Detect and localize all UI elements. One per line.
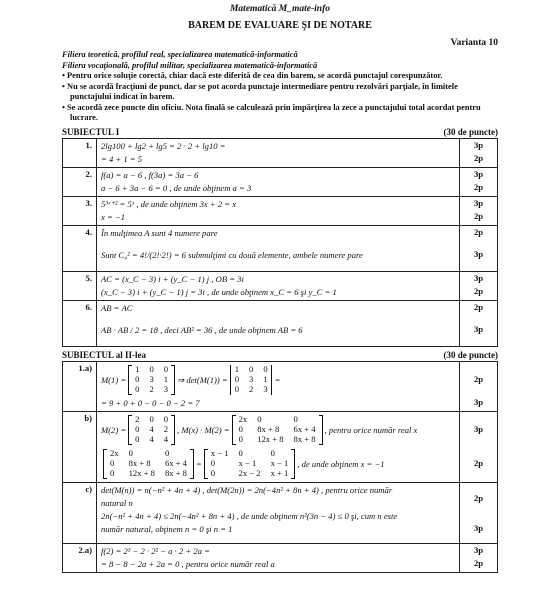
table-row (63, 226, 498, 272)
matrix-cell: 2x (110, 448, 119, 459)
points-value: 3p (473, 522, 484, 533)
matrix-cell: 0 (149, 364, 154, 375)
points-value: 3p (473, 423, 484, 434)
item-points (460, 544, 498, 573)
solution-line: AC = (x_C − 3) i + (y_C − 1) j , OB = 3i (101, 274, 244, 285)
item-content (97, 301, 460, 347)
table-row (63, 362, 498, 412)
matrix-grid (132, 415, 171, 445)
matrix-grid (107, 449, 190, 479)
filiera-line-1: Filiera teoretică, profilul real, specializarea matematică-informatică (62, 50, 298, 60)
solution-line: AB · AB / 2 = 18 , deci AB² = 36 , de unde obţinem AB = 6 (101, 324, 303, 335)
points-value: 3p (473, 248, 484, 259)
matrix-cell: 0 (163, 414, 169, 425)
subject1-title: SUBIECTUL I (62, 126, 120, 137)
item-number: 4. (63, 226, 97, 272)
matrix-cell: 12x + 8 (128, 468, 155, 479)
matrix-cell: 1 (234, 364, 240, 375)
solution-line (101, 413, 455, 447)
item-number: 3. (63, 197, 97, 226)
matrix-grid (208, 449, 292, 479)
matrix-cell: 0 (234, 384, 240, 395)
matrix-prefix: M(2) = (101, 424, 127, 435)
determinant-grid (232, 365, 271, 395)
matrix-cell: 1 (263, 374, 268, 385)
subject2-points: (30 de puncte) (443, 350, 498, 360)
instruction-bullet-1: • Pentru orice soluţie corectă, chiar dacă este diferită de cea din barem, se acordă punctajul corespunzător. (62, 71, 443, 81)
subject1-header (62, 127, 498, 138)
solution-line (101, 363, 455, 397)
matrix-cell: x − 1 (238, 458, 257, 469)
matrix-cell: 0 (263, 364, 268, 375)
matrix-cell: 0 (135, 424, 140, 435)
item-content (97, 272, 460, 301)
matrix-cell: 0 (110, 468, 115, 479)
matrix-cell: 2x − 2 (238, 468, 261, 479)
points-value: 3p (473, 545, 484, 556)
matrix-cell: x − 1 (270, 458, 289, 469)
matrix-cell: 0 (210, 458, 216, 469)
item-content (97, 362, 460, 412)
points-value: 2p (473, 153, 484, 164)
matrix-cell: 0 (135, 384, 140, 395)
matrix-cell: 2x (238, 414, 248, 425)
matrix-cell: 4 (149, 434, 154, 445)
subject2-table (62, 361, 498, 573)
line-suffix: , de unde obţinem x = −1 (297, 458, 385, 469)
matrix-right (204, 449, 296, 479)
solution-line: 2n(−n² + 4n + 4) ≤ 2n(−4n² + 8n + 4) , de unde obţinem n²(3n − 4) ≤ 0 şi, cum n este (101, 511, 398, 522)
matrix-cell: x − 1 (210, 448, 229, 459)
points-value: 3p (473, 140, 484, 151)
determinant-m1 (230, 365, 273, 395)
item-number: 2. (63, 168, 97, 197)
matrix-cell: 3 (263, 384, 268, 395)
equals-sign: = (195, 458, 202, 469)
product-text: , M(x) · M(2) = (177, 424, 230, 435)
subject-title: Matematică M_mate-info (229, 4, 330, 14)
points-value: 3p (473, 323, 484, 334)
matrix-cell: 8x + 8 (257, 424, 280, 435)
matrix-cell: 0 (135, 434, 140, 445)
matrix-cell: 0 (135, 374, 140, 385)
table-row (63, 139, 498, 168)
solution-line: = 4 + 1 = 5 (101, 154, 143, 165)
item-content (97, 168, 460, 197)
solution-line: 2lg100 + lg2 + lg5 = 2 · 2 + lg10 = (101, 141, 226, 152)
subject1-table (62, 138, 498, 347)
filiera-line-2: Filiera vocaţională, profilul militar, specializarea matematică-informatică (62, 60, 318, 70)
points-value: 2p (473, 227, 484, 238)
item-number: b) (63, 412, 97, 483)
matrix-cell: 0 (164, 448, 170, 459)
matrix-cell: 0 (293, 414, 298, 425)
item-points (460, 272, 498, 301)
solution-line: = 9 + 0 + 0 − 0 − 0 − 2 = 7 (101, 398, 200, 409)
solution-line: = 8 − 8 − 2a + 2a = 0 , pentru orice număr real a (101, 559, 275, 570)
matrix-cell: 3 (149, 374, 154, 385)
matrix-cell: 3 (249, 374, 254, 385)
solution-line: f(2) = 2³ − 2 · 2² − a · 2 + 2a = (101, 546, 210, 557)
instruction-bullet-2: • Nu se acordă fracţiuni de punct, dar se pot acorda punctaje intermediare pentru rezolvări parţiale, în limitele punctajului indicat în barem. (62, 81, 458, 102)
solution-line: (x_C − 3) i + (y_C − 1) j = 3i , de unde obţinem x_C = 6 şi y_C = 1 (101, 287, 337, 298)
solution-line: În mulţimea A sunt 4 numere pare (101, 228, 218, 239)
solution-line: x = −1 (101, 212, 126, 223)
item-content (97, 483, 460, 544)
item-points (460, 139, 498, 168)
points-value: 3p (473, 397, 484, 408)
solution-line: a − 6 + 3a − 6 = 0 , de unde obţinem a = 3 (101, 183, 252, 194)
table-row (63, 197, 498, 226)
matrix-cell: 8x + 8 (164, 468, 187, 479)
matrix-cell: 12x + 8 (257, 434, 284, 445)
table-row (63, 544, 498, 573)
points-value: 2p (473, 492, 484, 503)
subject2-title: SUBIECTUL al II-lea (62, 350, 147, 360)
matrix-grid (236, 415, 319, 445)
item-content (97, 197, 460, 226)
matrix-cell: 2 (249, 384, 254, 395)
item-points (460, 301, 498, 347)
matrix-cell: 0 (149, 414, 154, 425)
table-row (63, 412, 498, 483)
points-value: 3p (473, 169, 484, 180)
equals-sign: = (274, 374, 281, 385)
matrix-cell: 0 (163, 364, 169, 375)
matrix-m1 (128, 365, 175, 395)
item-number: 1. (63, 139, 97, 168)
matrix-cell: 8x + 8 (293, 434, 316, 445)
document-title: BAREM DE EVALUARE ŞI DE NOTARE (188, 19, 372, 31)
points-value: 2p (473, 302, 484, 313)
matrix-cell: 6x + 4 (164, 458, 187, 469)
matrix-cell: 2 (135, 414, 140, 425)
subject2-header (62, 350, 498, 361)
item-number: 5. (63, 272, 97, 301)
points-value: 2p (473, 373, 484, 384)
matrix-cell: 0 (249, 364, 254, 375)
points-value: 2p (473, 558, 484, 569)
table-row (63, 301, 498, 347)
item-points (460, 168, 498, 197)
matrix-cell: 0 (234, 374, 240, 385)
points-value: 3p (473, 273, 484, 284)
points-value: 2p (473, 211, 484, 222)
table-row (63, 272, 498, 301)
det-arrow: ⇒ det(M(1)) = (177, 374, 228, 385)
points-value: 2p (473, 457, 484, 468)
matrix-cell: 3 (163, 384, 169, 395)
line-suffix: , pentru orice număr real x (324, 424, 418, 435)
solution-line: 5³ˣ⁺² = 5ˣ , de unde obţinem 3x + 2 = x (101, 199, 237, 210)
matrix-cell: 0 (238, 424, 243, 435)
points-value: 2p (473, 182, 484, 193)
solution-line: AB = AC (101, 303, 133, 314)
solution-line (101, 447, 455, 481)
item-content (97, 226, 460, 272)
item-points (460, 483, 498, 544)
item-content (97, 544, 460, 573)
variant-label: Varianta 10 (450, 38, 498, 49)
matrix-cell: 1 (135, 364, 140, 375)
matrix-cell: 0 (238, 434, 243, 445)
matrix-product (232, 415, 323, 445)
matrix-cell: 6x + 4 (293, 424, 316, 435)
item-number: c) (63, 483, 97, 544)
instruction-bullet-3: • Se acordă zece puncte din oficiu. Nota finală se calculează prin împărţirea la zece a punctajului total acordat pentru lucrare. (62, 102, 481, 123)
item-content (97, 412, 460, 483)
matrix-grid (132, 365, 171, 395)
matrix-m2 (128, 415, 175, 445)
item-content (97, 139, 460, 168)
item-points (460, 362, 498, 412)
matrix-cell: 0 (210, 468, 216, 479)
item-points (460, 197, 498, 226)
matrix-cell: 4 (149, 424, 154, 435)
matrix-cell: 1 (163, 374, 169, 385)
solution-line: det(M(n)) = n(−n² + 4n + 4) , det(M(2n)) = 2n(−4n² + 8n + 4) , pentru orice număr (101, 485, 393, 496)
item-points (460, 226, 498, 272)
matrix-product-repeat (103, 449, 194, 479)
matrix-cell: 8x + 8 (128, 458, 151, 469)
matrix-cell: 2 (149, 384, 154, 395)
solution-line: număr natural, obţinem n = 0 şi n = 1 (101, 524, 233, 535)
table-row (63, 483, 498, 544)
matrix-cell: 0 (257, 414, 262, 425)
matrix-cell: 0 (110, 458, 115, 469)
solution-line: Sunt C₄² = 4!/(2!·2!) = 6 submulţimi cu două elemente, ambele numere pare (101, 249, 363, 260)
matrix-cell: 4 (163, 434, 169, 445)
table-row (63, 168, 498, 197)
subject1-points: (30 de puncte) (443, 126, 498, 137)
matrix-cell: 2 (163, 424, 169, 435)
matrix-cell: 0 (128, 448, 133, 459)
item-number: 6. (63, 301, 97, 347)
points-value: 3p (473, 198, 484, 209)
matrix-cell: 0 (270, 448, 275, 459)
points-value: 2p (473, 286, 484, 297)
solution-line: natural n (101, 498, 133, 509)
matrix-prefix: M(1) = (101, 374, 127, 385)
matrix-cell: 0 (238, 448, 243, 459)
item-points (460, 412, 498, 483)
solution-line: f(a) = a − 6 , f(3a) = 3a − 6 (101, 170, 199, 181)
matrix-cell: x + 1 (270, 468, 289, 479)
item-number: 2.a) (63, 544, 97, 573)
item-number: 1.a) (63, 362, 97, 412)
